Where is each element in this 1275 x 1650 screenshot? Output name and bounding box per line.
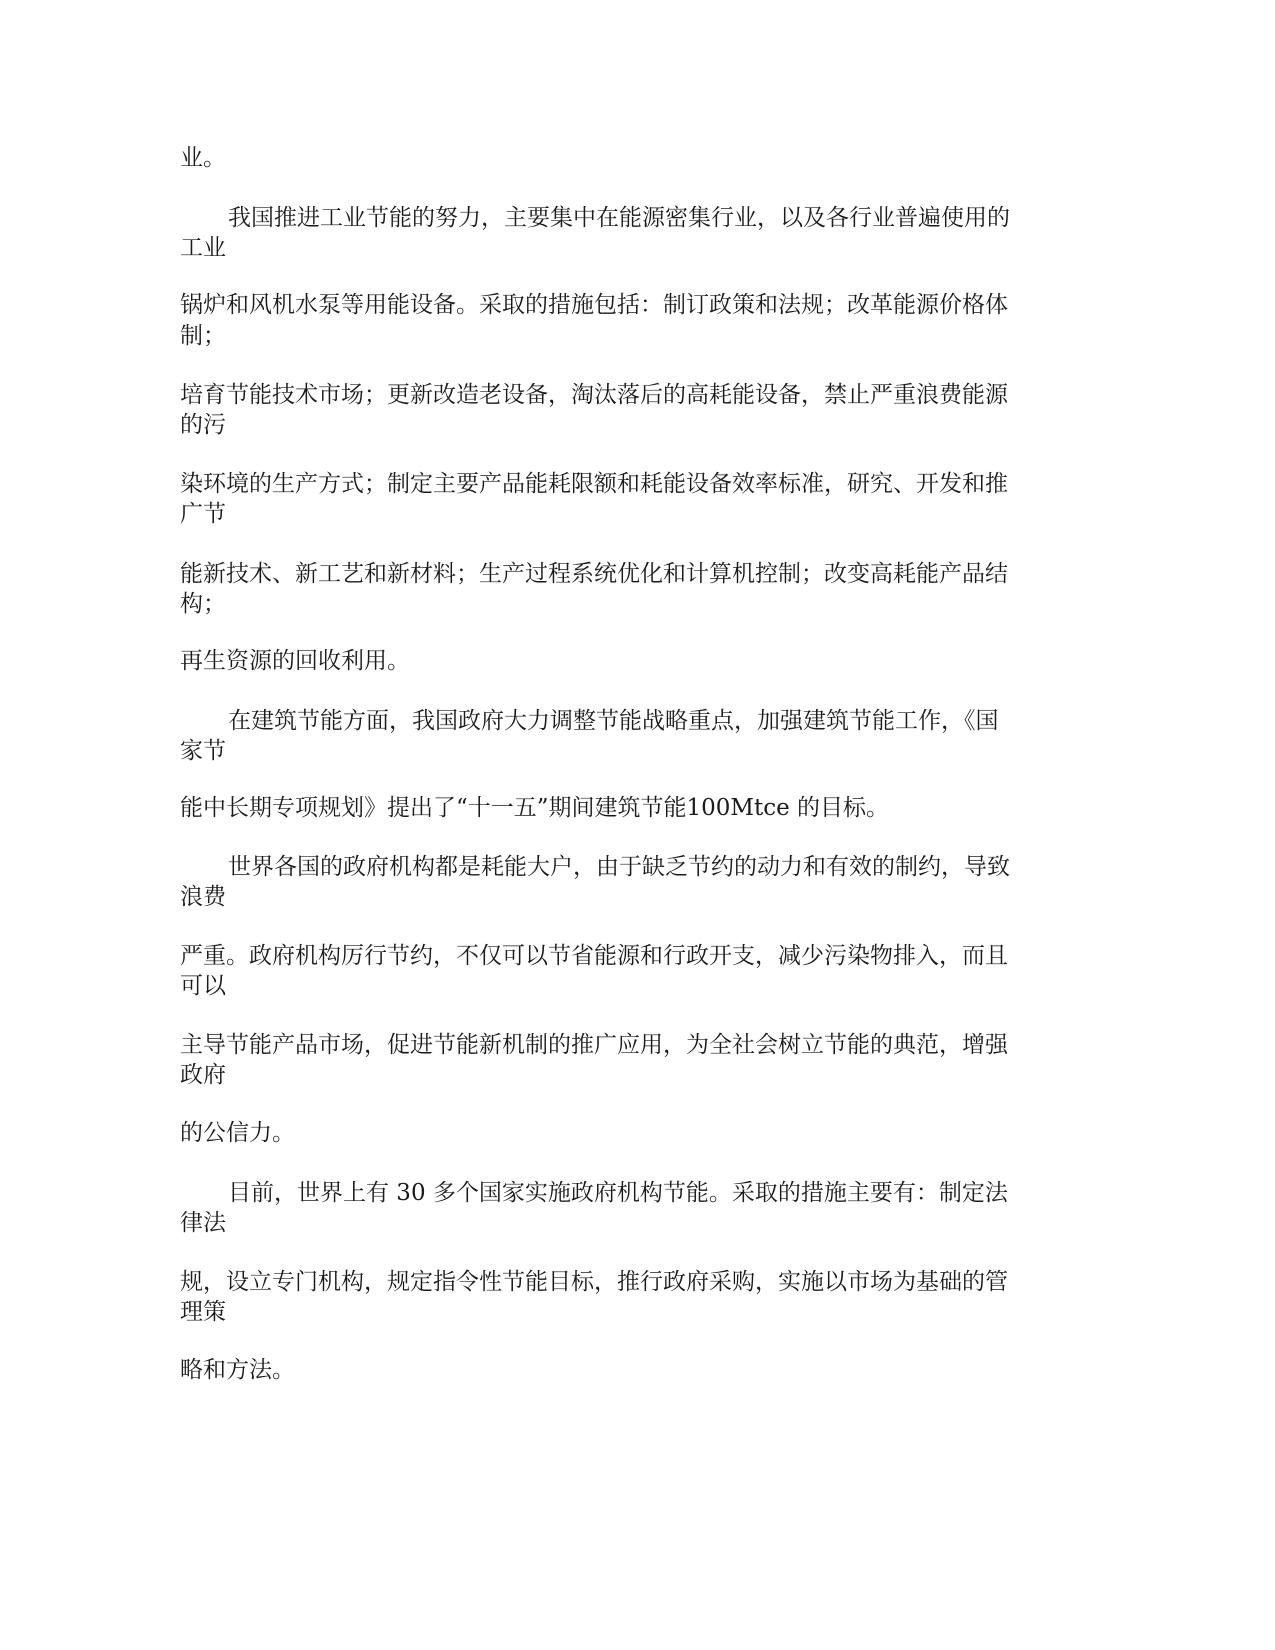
text-line: 我国推进工业节能的努力，主要集中在能源密集行业，以及各行业普遍使用的 — [228, 205, 1010, 231]
text-line: 规，设立专门机构，规定指令性节能目标，推行政府采购，实施以市场为基础的管 — [180, 1269, 1008, 1295]
text-line: 可以 — [180, 973, 226, 999]
text-line: 能中长期专项规划》提出了“十一五”期间建筑节能100Mtce 的目标。 — [180, 795, 890, 821]
text-line: 略和方法。 — [180, 1357, 295, 1383]
text-line: 培育节能技术市场；更新改造老设备，淘汰落后的高耗能设备，禁止严重浪费能源 — [180, 382, 1008, 408]
text-line: 制； — [180, 323, 226, 349]
text-line: 世界各国的政府机构都是耗能大户，由于缺乏节约的动力和有效的制约，导致 — [228, 854, 1010, 880]
text-line: 律法 — [180, 1210, 226, 1236]
text-line: 工业 — [180, 235, 226, 261]
text-line: 在建筑节能方面，我国政府大力调整节能战略重点，加强建筑节能工作，《国 — [228, 708, 999, 734]
text-line: 严重。政府机构厉行节约，不仅可以节省能源和行政开支，减少污染物排入，而且 — [180, 943, 1008, 969]
text-line: 广节 — [180, 501, 226, 527]
text-line: 能新技术、新工艺和新材料；生产过程系统优化和计算机控制；改变高耗能产品结 — [180, 561, 1008, 587]
text-line: 的公信力。 — [180, 1120, 295, 1146]
text-line: 理策 — [180, 1299, 226, 1325]
text-line: 染环境的生产方式；制定主要产品能耗限额和耗能设备效率标准，研究、开发和推 — [180, 471, 1008, 497]
text-line: 锅炉和风机水泵等用能设备。采取的措施包括：制订政策和法规；改革能源价格体 — [180, 292, 1008, 318]
text-line: 目前，世界上有 30 多个国家实施政府机构节能。采取的措施主要有：制定法 — [228, 1180, 1008, 1206]
text-line: 浪费 — [180, 884, 226, 910]
text-line: 再生资源的回收利用。 — [180, 648, 410, 674]
text-line: 构； — [180, 591, 226, 617]
text-line: 家节 — [180, 738, 226, 764]
text-line: 主导节能产品市场，促进节能新机制的推广应用，为全社会树立节能的典范，增强 — [180, 1032, 1008, 1058]
text-line: 业。 — [180, 145, 226, 171]
text-line: 政府 — [180, 1062, 226, 1088]
text-line: 的污 — [180, 412, 226, 438]
